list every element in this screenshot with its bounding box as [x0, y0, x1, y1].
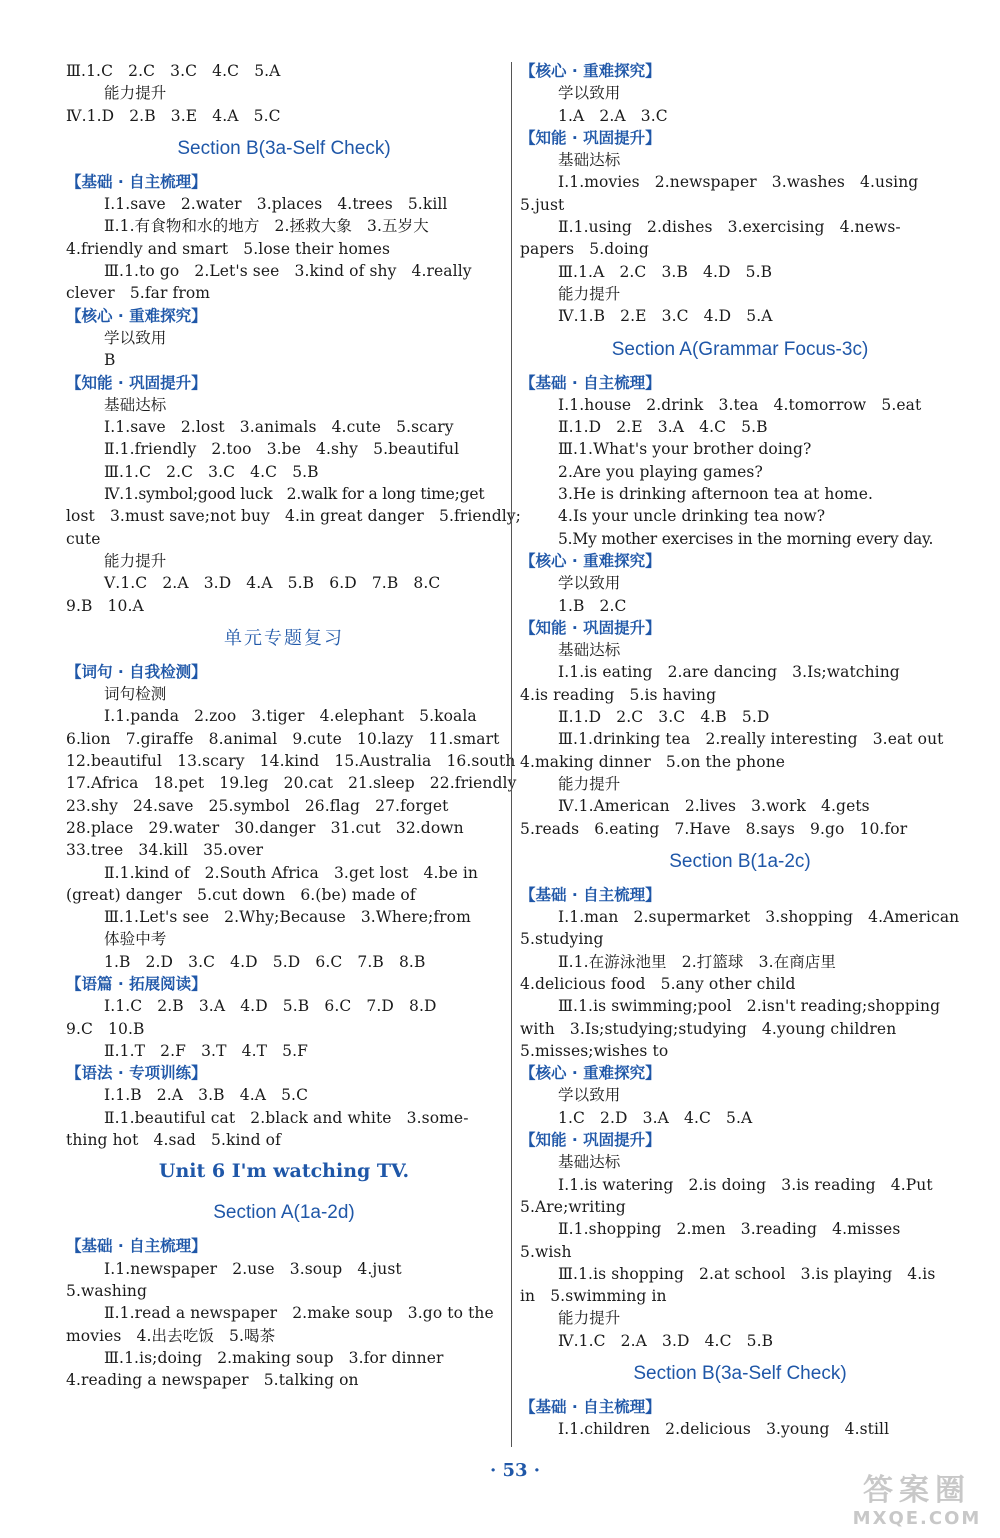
answer-line: 能力提升	[104, 84, 167, 103]
answer-line: Ⅱ.1.beautiful cat 2.black and white 3.some-	[104, 1108, 469, 1127]
answer-line: Ⅰ.1.save 2.lost 3.animals 4.cute 5.scary	[104, 418, 454, 437]
section-tag: 【知能 · 巩固提升】	[520, 618, 661, 637]
answer-line: Ⅰ.1.movies 2.newspaper 3.washes 4.using	[558, 173, 919, 192]
answer-line: Ⅲ.1.to go 2.Let's see 3.kind of shy 4.really	[104, 262, 472, 281]
section-tag: 【核心 · 重难探究】	[520, 551, 661, 570]
answer-line: B	[104, 351, 116, 370]
page-number: · 53 ·	[489, 1460, 541, 1481]
answer-line: Ⅰ.1.man 2.supermarket 3.shopping 4.American	[558, 908, 960, 927]
answer-line: 词句检测	[104, 685, 167, 704]
answer-line: Ⅴ.1.C 2.A 3.D 4.A 5.B 6.D 7.B 8.C	[104, 574, 441, 593]
answer-line: cute	[66, 529, 101, 548]
section-tag: 【词句 · 自我检测】	[66, 662, 207, 681]
answer-line: Ⅲ.1.A 2.C 3.B 4.D 5.B	[558, 262, 773, 281]
answer-line: Ⅰ.1.house 2.drink 3.tea 4.tomorrow 5.eat	[558, 395, 922, 414]
section-title: Section A(Grammar Focus-3c)	[611, 338, 869, 360]
answer-line: Ⅲ.1.is swimming;pool 2.isn't reading;shopping	[558, 997, 941, 1016]
section-title: Section B(3a-Self Check)	[633, 1363, 847, 1385]
section-tag: 【核心 · 重难探究】	[66, 306, 207, 325]
answer-line: 5.My mother exercises in the morning every day.	[558, 529, 934, 548]
answer-line: 5.reads 6.eating 7.Have 8.says 9.go 10.for	[520, 819, 908, 838]
answer-line: Ⅳ.1.B 2.E 3.C 4.D 5.A	[558, 307, 773, 326]
answer-line: Ⅳ.1.symbol;good luck 2.walk for a long time;get	[104, 485, 485, 504]
section-tag: 【基础 · 自主梳理】	[66, 1237, 207, 1256]
answer-line: Ⅰ.1.is eating 2.are dancing 3.Is;watching	[558, 663, 900, 682]
answer-line: Ⅱ.1.kind of 2.South Africa 3.get lost 4.be in	[104, 863, 479, 882]
section-tag: 【基础 · 自主梳理】	[520, 1398, 661, 1417]
answer-line: Ⅰ.1.C 2.B 3.A 4.D 5.B 6.C 7.D 8.D	[104, 997, 437, 1016]
answer-line: 4.reading a newspaper 5.talking on	[66, 1371, 359, 1390]
answer-line: 4.is reading 5.is having	[520, 685, 717, 704]
answer-line: 3.He is drinking afternoon tea at home.	[558, 485, 874, 504]
answer-line: Ⅱ.1.shopping 2.men 3.reading 4.misses	[558, 1220, 901, 1239]
section-tag: 【基础 · 自主梳理】	[520, 885, 661, 904]
answer-line: Ⅰ.1.newspaper 2.use 3.soup 4.just	[104, 1259, 402, 1278]
answer-line: 能力提升	[558, 284, 621, 303]
answer-line: 学以致用	[104, 328, 167, 347]
answer-line: Ⅱ.1.using 2.dishes 3.exercising 4.news-	[558, 218, 901, 237]
answer-line: Ⅰ.1.B 2.A 3.B 4.A 5.C	[104, 1086, 309, 1105]
answer-line: Ⅲ.1.What's your brother doing?	[558, 440, 812, 459]
answer-line: 9.B 10.A	[66, 596, 144, 615]
answer-line: 能力提升	[104, 551, 167, 570]
left-column	[66, 60, 521, 1391]
answer-line: 6.lion 7.giraffe 8.animal 9.cute 10.lazy 11.smart	[66, 729, 500, 748]
answer-line: 17.Africa 18.pet 19.leg 20.cat 21.sleep 22.friendly	[66, 774, 517, 793]
answer-line: 5.wish	[520, 1242, 572, 1261]
answer-line: 5.Are;writing	[520, 1197, 626, 1216]
section-tag: 【语法 · 专项训练】	[66, 1064, 207, 1083]
section-title: Section B(1a-2c)	[669, 850, 811, 872]
section-tag: 【核心 · 重难探究】	[520, 62, 661, 80]
answer-line: Ⅱ.1.read a newspaper 2.make soup 3.go to the	[104, 1304, 494, 1323]
answer-line: clever 5.far from	[66, 284, 211, 303]
answer-line: 4.Is your uncle drinking tea now?	[558, 507, 826, 526]
answer-line: 学以致用	[558, 574, 621, 593]
answer-line: (great) danger 5.cut down 6.(be) made of	[66, 885, 416, 904]
answer-line: Ⅲ.1.is shopping 2.at school 3.is playing 4.is	[558, 1264, 936, 1283]
section-tag: 【基础 · 自主梳理】	[66, 172, 207, 191]
watermark-bottom: MXQE.COM	[852, 1508, 982, 1529]
answer-line: 能力提升	[558, 774, 621, 793]
answer-line: Ⅲ.1.C 2.C 3.C 4.C 5.B	[104, 462, 319, 481]
section-title: 单元专题复习	[224, 627, 344, 649]
section-tag: 【知能 · 巩固提升】	[520, 1131, 661, 1150]
answer-line: papers 5.doing	[520, 240, 649, 259]
answer-line: 28.place 29.water 30.danger 31.cut 32.down	[66, 818, 464, 837]
answer-line: Ⅲ.1.drinking tea 2.really interesting 3.eat out	[558, 730, 944, 749]
section-title: Section B(3a-Self Check)	[177, 137, 391, 159]
answer-line: Ⅰ.1.save 2.water 3.places 4.trees 5.kill	[104, 195, 448, 214]
answer-line: 学以致用	[558, 1086, 621, 1105]
answer-line: 能力提升	[558, 1309, 621, 1328]
answer-line: 4.delicious food 5.any other child	[520, 974, 796, 993]
answer-line: Ⅰ.1.is watering 2.is doing 3.is reading 4.Put	[558, 1175, 933, 1194]
answer-line: 9.C 10.B	[66, 1019, 145, 1038]
answer-line: Ⅲ.1.Let's see 2.Why;Because 3.Where;from	[104, 908, 471, 927]
answer-line: 23.shy 24.save 25.symbol 26.flag 27.forget	[66, 796, 449, 815]
answer-line: in 5.swimming in	[520, 1287, 667, 1306]
answer-line: 5.just	[520, 195, 565, 214]
answer-line: 1.A 2.A 3.C	[558, 106, 668, 125]
answer-line: 体验中考	[104, 930, 167, 949]
answer-line: Ⅰ.1.children 2.delicious 3.young 4.still	[558, 1420, 890, 1439]
answer-line: 4.friendly and smart 5.lose their homes	[66, 239, 391, 258]
answer-line: 33.tree 34.kill 35.over	[66, 841, 264, 860]
answer-line: Ⅲ.1.is;doing 2.making soup 3.for dinner	[104, 1348, 444, 1367]
section-title: Section A(1a-2d)	[213, 1202, 355, 1224]
answer-line: 12.beautiful 13.scary 14.kind 15.Australia 16.south	[66, 752, 516, 771]
answer-line: lost 3.must save;not buy 4.in great danger 5.friendly;	[66, 507, 521, 526]
answer-line: 5.misses;wishes to	[520, 1041, 669, 1060]
answer-line: with 3.Is;studying;studying 4.young children	[520, 1019, 897, 1038]
answer-line: Ⅱ.1.friendly 2.too 3.be 4.shy 5.beautiful	[104, 440, 460, 459]
answer-line: 基础达标	[558, 1153, 621, 1172]
watermark-top: 答案圈	[863, 1473, 971, 1508]
answer-line: 5.washing	[66, 1281, 147, 1300]
section-tag: 【核心 · 重难探究】	[520, 1064, 661, 1083]
right-column	[520, 60, 960, 1441]
answer-line: 5.studying	[520, 930, 604, 949]
answer-line: 学以致用	[558, 84, 621, 103]
answer-line: 1.B 2.D 3.C 4.D 5.D 6.C 7.B 8.B	[104, 952, 426, 971]
answer-line: Ⅱ.1.T 2.F 3.T 4.T 5.F	[104, 1041, 308, 1060]
answer-line: movies 4.出去吃饭 5.喝茶	[66, 1326, 276, 1345]
answer-line: 基础达标	[104, 395, 167, 414]
answer-line: Ⅰ.1.panda 2.zoo 3.tiger 4.elephant 5.koala	[104, 707, 477, 726]
section-tag: 【知能 · 巩固提升】	[66, 373, 207, 392]
section-title: Unit 6 I'm watching TV.	[158, 1160, 410, 1183]
answer-line: 基础达标	[558, 641, 621, 660]
answer-line: Ⅱ.1.D 2.C 3.C 4.B 5.D	[558, 708, 770, 727]
column-divider	[511, 62, 512, 1447]
answer-line: Ⅲ.1.C 2.C 3.C 4.C 5.A	[66, 62, 281, 80]
answer-line: Ⅳ.1.D 2.B 3.E 4.A 5.C	[66, 106, 281, 125]
section-tag: 【语篇 · 拓展阅读】	[66, 974, 207, 993]
answer-line: 1.C 2.D 3.A 4.C 5.A	[558, 1108, 753, 1127]
answer-line: Ⅱ.1.有食物和水的地方 2.拯救大象 3.五岁大	[104, 217, 429, 236]
answer-line: Ⅳ.1.American 2.lives 3.work 4.gets	[558, 797, 870, 816]
answer-line: Ⅱ.1.D 2.E 3.A 4.C 5.B	[558, 418, 768, 437]
section-tag: 【基础 · 自主梳理】	[520, 373, 661, 392]
answer-line: thing hot 4.sad 5.kind of	[66, 1131, 281, 1150]
answer-line: 基础达标	[558, 151, 621, 170]
section-tag: 【知能 · 巩固提升】	[520, 128, 661, 147]
watermark-logo	[842, 1474, 992, 1534]
answer-line: Ⅱ.1.在游泳池里 2.打篮球 3.在商店里	[558, 952, 836, 971]
answer-line: Ⅳ.1.C 2.A 3.D 4.C 5.B	[558, 1331, 774, 1350]
answer-line: 1.B 2.C	[558, 596, 627, 615]
answer-line: 4.making dinner 5.on the phone	[520, 752, 786, 771]
answer-line: 2.Are you playing games?	[558, 462, 763, 481]
